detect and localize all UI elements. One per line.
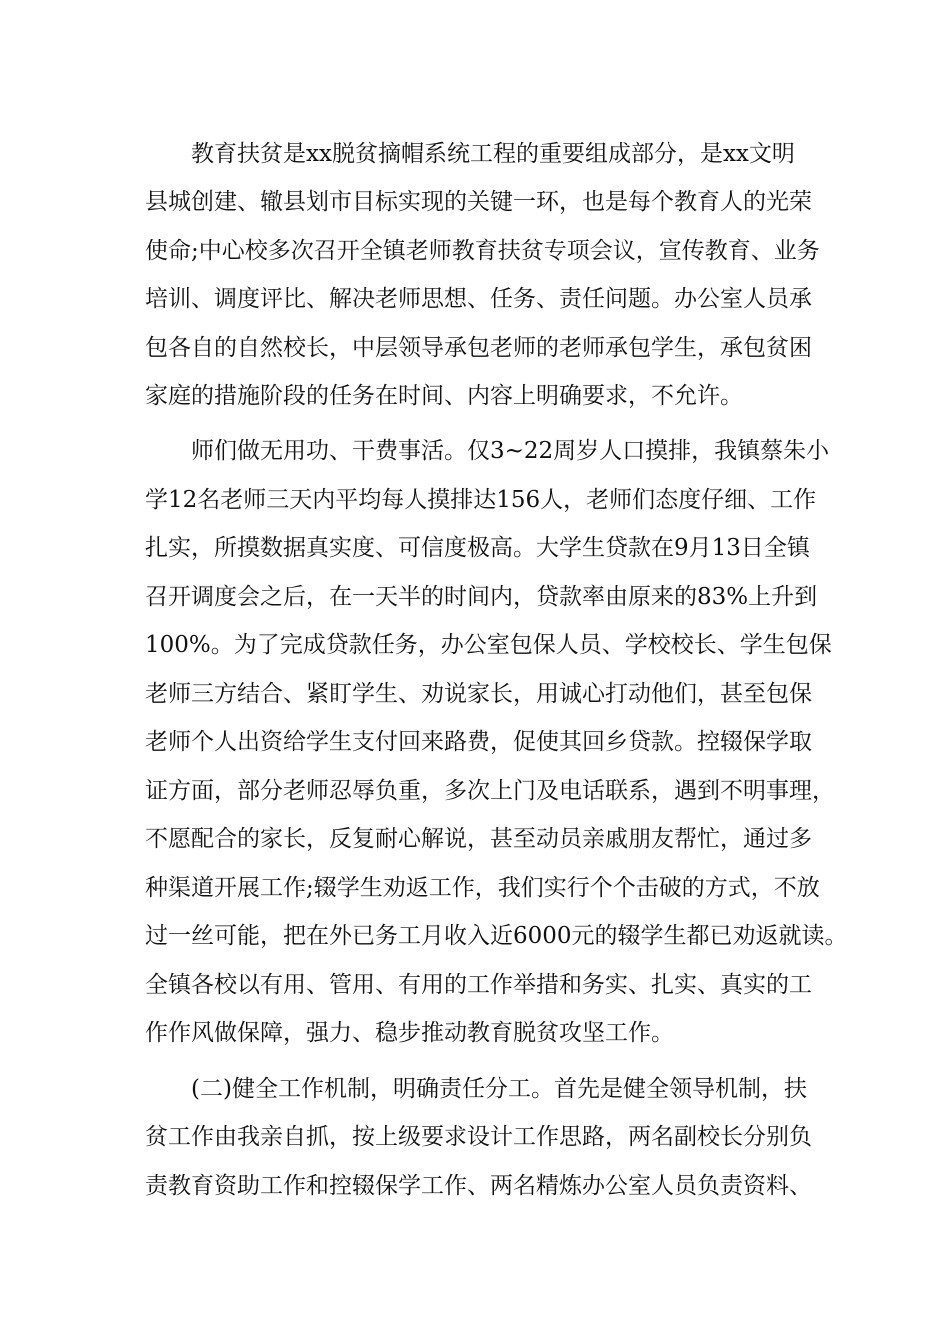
paragraph-2-line-3: 扎实，所摸数据真实度、可信度极高。大学生贷款在9月13日全镇 bbox=[145, 535, 810, 561]
paragraph-1-line-1: 教育扶贫是xx脱贫摘帽系统工程的重要组成部分，是xx文明 bbox=[191, 141, 795, 167]
paragraph-2-line-5: 100%。为了完成贷款任务，办公室包保人员、学校校长、学生包保 bbox=[145, 632, 832, 658]
paragraph-2-line-4: 召开调度会之后，在一天半的时间内，贷款率由原来的83%上升到 bbox=[145, 584, 818, 610]
paragraph-2-line-7: 老师个人出资给学生支付回来路费，促使其回乡贷款。控辍保学取 bbox=[145, 729, 812, 755]
paragraph-2-line-10: 种渠道开展工作;辍学生劝返工作，我们实行个个击破的方式，不放 bbox=[145, 875, 820, 901]
paragraph-2-line-11: 过一丝可能，把在外已务工月收入近6000元的辍学生都已劝返就读。 bbox=[145, 923, 848, 949]
paragraph-1-line-3: 使命;中心校多次召开全镇老师教育扶贫专项会议，宣传教育、业务 bbox=[145, 238, 820, 264]
paragraph-2-line-8: 证方面，部分老师忍辱负重，多次上门及电话联系，遇到不明事理， bbox=[145, 778, 835, 804]
paragraph-2-line-2: 学12名老师三天内平均每人摸排达156人，老师们态度仔细、工作 bbox=[145, 487, 817, 513]
paragraph-2-line-6: 老师三方结合、紧盯学生、劝说家长，用诚心打动他们，甚至包保 bbox=[145, 681, 812, 707]
paragraph-1-line-2: 县城创建、辙县划市目标实现的关键一环，也是每个教育人的光荣 bbox=[145, 189, 812, 215]
paragraph-3-line-1: (二)健全工作机制，明确责任分工。首先是健全领导机制，扶 bbox=[191, 1076, 807, 1102]
paragraph-1-line-5: 包各自的自然校长，中层领导承包老师的老师承包学生，承包贫困 bbox=[145, 335, 812, 361]
paragraph-2-line-9: 不愿配合的家长，反复耐心解说，甚至动员亲戚朋友帮忙，通过多 bbox=[145, 826, 812, 852]
paragraph-1-line-6: 家庭的措施阶段的任务在时间、内容上明确要求，不允许。 bbox=[145, 383, 743, 409]
paragraph-2-line-12: 全镇各校以有用、管用、有用的工作举措和务实、扎实、真实的工 bbox=[145, 972, 812, 998]
paragraph-2-line-1: 师们做无用功、干费事活。仅3~22周岁人口摸排，我镇蔡朱小 bbox=[191, 438, 830, 464]
paragraph-1-line-4: 培训、调度评比、解决老师思想、任务、责任问题。办公室人员承 bbox=[145, 286, 812, 312]
paragraph-3-line-2: 贫工作由我亲自抓，按上级要求设计工作思路，两名副校长分别负 bbox=[145, 1124, 812, 1150]
paragraph-2-line-13: 作作风做保障，强力、稳步推动教育脱贫攻坚工作。 bbox=[145, 1020, 674, 1046]
paragraph-3-line-3: 责教育资助工作和控辍保学工作、两名精炼办公室人员负责资料、 bbox=[145, 1173, 812, 1199]
